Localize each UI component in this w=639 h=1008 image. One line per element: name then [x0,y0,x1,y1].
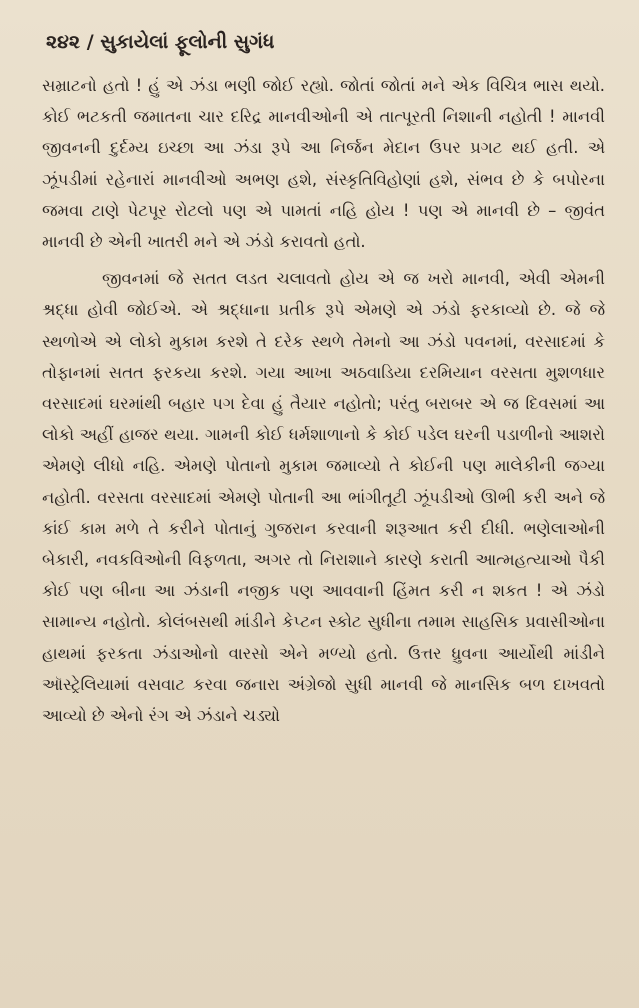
running-head: ૨૪૨ / સુકાયેલાં ફૂલોની સુગંધ [46,31,275,53]
paragraph-2: જીવનમાં જે સતત લડત ચલાવતો હોય એ જ ખરો માનવી, એવી એમની શ્રદ્ધા હોવી જોઈએ. એ શ્રદ્ધાના પ્રતીક રૂપે એમણે એ ઝંડો ફરકાવ્યો છે. જે જે સ્થળોએ એ લોકો મુકામ કરશે તે દરેક સ્થળે તેમનો આ ઝંડો પવનમાં, વરસાદમાં કે તોફાનમાં સતત ફરકયા કરશે. ગયા આખા અઠવાડિયા દરમિયાન વરસતા મુશળધાર વરસાદમાં ઘરમાંથી બહાર પગ દેવા હું તૈયાર નહોતો; પરંતુ બરાબર એ જ દિવસમાં આ લોકો અહીં હાજર થયા. ગામની કોઈ ધર્મશાળાનો કે કોઈ પડેલ ઘરની પડાળીનો આશરો એમણે લીધો નહિ. એમણે પોતાનો મુકામ જમાવ્યો તે કોઈની પણ માલેકીની જગ્યા નહોતી. વરસતા વરસાદમાં એમણે પોતાની આ ભાંગીતૂટી ઝૂંપડીઓ ઊભી કરી અને જે કાંઈ કામ મળે તે કરીને પોતાનું ગુજરાન કરવાની શરૂઆત કરી દીધી. ભણેલાઓની બેકારી, નવકવિઓની વિફળતા, અગર તો નિરાશાને કારણે કરાતી આત્મહત્યાઓ પૈકી કોઈ પણ બીના આ ઝંડાની નજીક પણ આવવાની હિંમત કરી ન શકત ! એ ઝંડો સામાન્ય નહોતો. કોલંબસથી માંડીને કેપ્ટન સ્કોટ સુધીના તમામ સાહસિક પ્રવાસીઓના હાથમાં ફરકતા ઝંડાઓનો વારસો એને મળ્યો હતો. ઉત્તર ધ્રુવના આર્યોથી માંડીને ઑસ્ટ્રેલિયામાં વસવાટ કરવા જનારા અંગ્રેજો સુધી માનવી જે માનસિક બળ દાખવતો આવ્યો છે એનો રંગ એ ઝંડાને ચડ્યો [42,269,605,726]
paragraph-1: સમ્રાટનો હતો ! હું એ ઝંડા ભણી જોઈ રહ્યો. જોતાં જોતાં મને એક વિચિત્ર ભાસ થયો. કોઈ ભટકતી જમાતના ચાર દરિદ્ર માનવીઓની એ તાત્પૂરતી નિશાની નહોતી ! માનવી જીવનની દુર્દમ્ય ઇચ્છા આ ઝંડા રૂપે આ નિર્જન મેદાન ઉપર પ્રગટ થઈ હતી. એ ઝૂંપડીમાં રહેનારાં માનવીઓ અભણ હશે, સંસ્કૃતિવિહોણાં હશે, સંભવ છે કે બપોરના જમવા ટાણે પેટપૂર રોટલો પણ એ પામતાં નહિ હોય ! પણ એ માનવી છે – જીવંત માનવી છે એની ખાતરી મને એ ઝંડો કરાવતો હતો. [42,76,605,252]
